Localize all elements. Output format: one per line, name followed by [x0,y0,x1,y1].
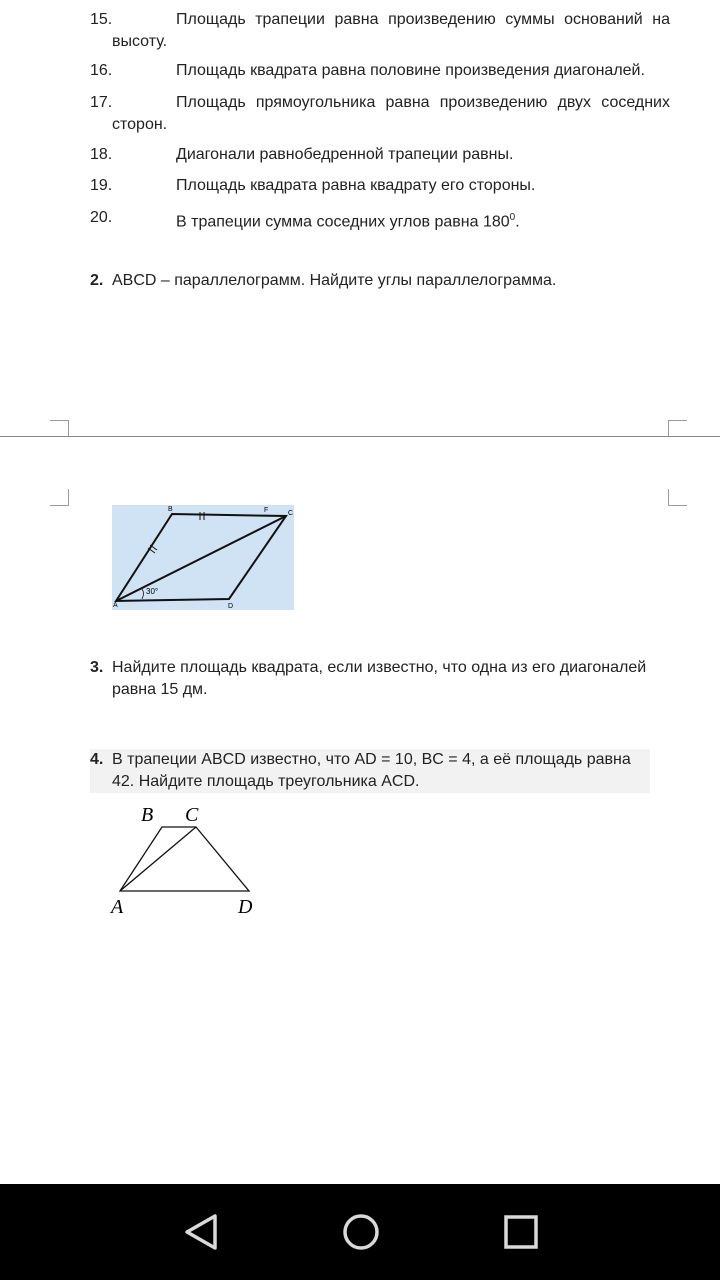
task-text: Найдите площадь квадрата, если известно, что одна из его диагоналей равна 15 дм. [112,659,647,698]
statement-number: 18. [90,146,113,163]
task-4 [90,749,650,793]
parallelogram-figure [112,505,294,610]
label-d: D [228,603,234,610]
page-break-line [0,436,720,437]
task-number: 2. [90,272,104,289]
task-number: 4. [90,751,104,768]
label-c: C [185,804,199,826]
page-corner-mark [50,420,69,437]
statement-number: 15. [90,11,113,28]
page-corner-mark [668,420,687,437]
label-b: B [141,804,154,826]
task-text: ABCD – параллелограмм. Найдите углы параллелограмма. [112,272,557,289]
task-number: 3. [90,659,104,676]
statement-17 [90,92,670,136]
navigation-bar [0,1184,720,1280]
label-d: D [238,896,253,918]
page-corner-mark [50,489,69,506]
label-f: F [264,507,269,514]
statement-text: Площадь прямоугольника равна произведению двух соседних сторон. [112,94,670,133]
recents-button[interactable] [489,1200,553,1264]
label-a: A [111,896,124,918]
task-text: В трапеции ABCD известно, что AD = 10, BC = 4, а её площадь равна 42. Найдите площадь треугольника ACD. [112,751,631,790]
statement-16 [90,60,670,82]
statement-number: 17. [90,94,113,111]
label-b: B [168,506,173,513]
statement-text: Площадь квадрата равна квадрату его стороны. [176,177,536,194]
back-button[interactable] [170,1200,234,1264]
diagonal-ac [120,827,196,891]
back-icon [170,1200,234,1264]
trapezoid-figure [108,800,268,922]
task-3 [90,657,670,701]
statement-19 [90,175,670,197]
recents-icon [489,1200,553,1264]
angle-label: 30° [146,587,159,596]
statement-number: 16. [90,62,113,79]
home-button[interactable] [329,1200,393,1264]
statement-text: Площадь квадрата равна половине произведения диагоналей. [176,62,645,79]
statement-number: 20. [90,209,113,226]
statement-text: Диагонали равнобедренной трапеции равны. [176,146,514,163]
statement-text: В трапеции сумма соседних углов равна $180^0$. [176,212,520,231]
label-c: C [288,510,294,517]
label-a: A [113,602,118,609]
home-icon [329,1200,393,1264]
statement-number: 19. [90,177,113,194]
degree-superscript: 0 [509,212,516,223]
task-2 [90,270,670,292]
page-corner-mark [668,489,687,506]
statement-18 [90,144,670,166]
statement-15 [90,9,670,53]
statement-20 [90,207,670,233]
statement-text: Площадь трапеции равна произведению суммы оснований на высоту. [112,11,670,50]
